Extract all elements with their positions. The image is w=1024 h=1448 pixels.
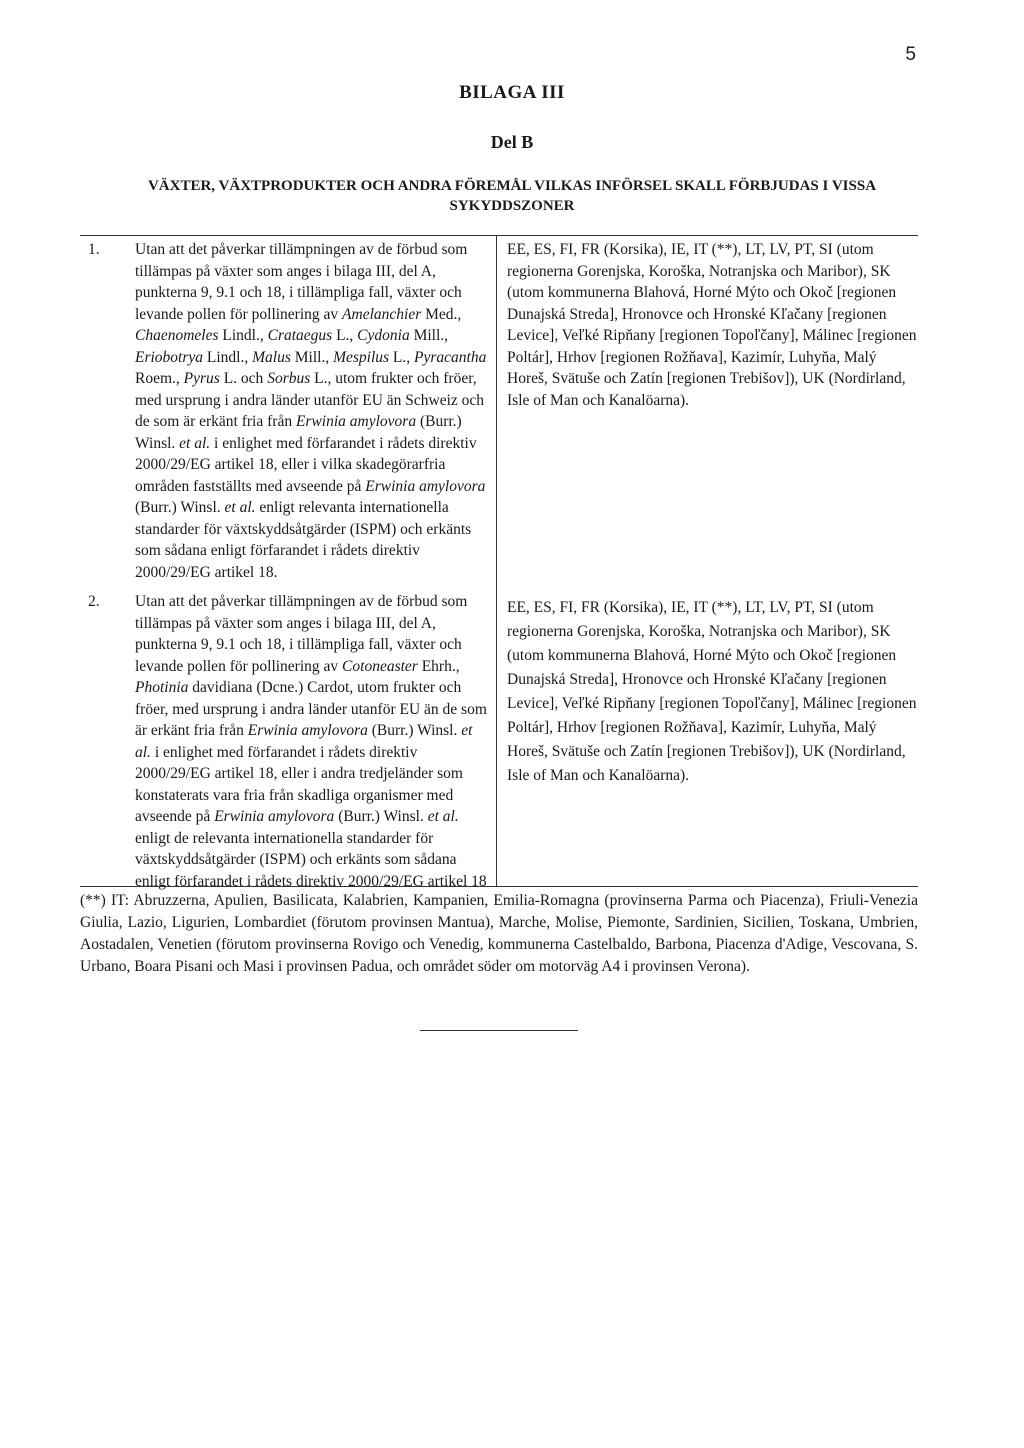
requirements-table	[80, 235, 918, 890]
page-number: 5	[905, 44, 916, 65]
requirement-text: Utan att det påverkar tillämpningen av de förbud som tillämpas på växter som anges i bilaga III, del A, punkterna 9, 9.1 och 18, i tillämpliga fall, växter och levande pollen för pollinering av Amelanchier Med., Chaenomeles Lindl., Crataegus L., Cydonia Mill., Eriobotrya Lindl., Malus Mill., Mespilus L., Pyracantha Roem., Pyrus L. och Sorbus L., utom frukter och fröer, med ursprung i andra länder utanför EU än Schweiz och de som är erkänt fria från Erwinia amylovora (Burr.) Winsl. et al. i enlighet med förfarandet i rådets direktiv 2000/29/EG artikel 18, eller i vilka skadegörarfria områden fastställts med avseende på Erwinia amylovora (Burr.) Winsl. et al. enligt relevanta internationella standarder för växtskyddsåtgärder (ISPM) och erkänts som sådana enligt förfarandet i rådets direktiv 2000/29/EG artikel 18.	[135, 241, 487, 581]
main-heading: VÄXTER, VÄXTPRODUKTER OCH ANDRA FÖREMÅL VILKAS INFÖRSEL SKALL FÖRBJUDAS I VISSA SYKYDDSZONER	[147, 178, 877, 214]
protected-zones-cell: EE, ES, FI, FR (Korsika), IE, IT (**), LT, LV, PT, SI (utom regionerna Gorenjska, Koroška, Notranjska och Maribor), SK (utom kommunerna Blahová, Horné Mýto och Okoč [regionen Dunajská Streda], Hronovce och Hronské Kľačany [regionen Levice], Veľké Ripňany [regionen Topoľčany], Málinec [regionen Poltár], Hrhov [regionen Rožňava], Kazimír, Luhyňa, Malý Horeš, Svätuše och Zatín [regionen Trebišov]), UK (Nordirland, Isle of Man och Kanalöarna).	[507, 599, 917, 784]
part-title: Del B	[490, 132, 534, 152]
annex-title: BILAGA III	[459, 82, 565, 103]
requirement-cell	[80, 236, 497, 588]
table-row	[80, 236, 918, 588]
row-number: 1.	[88, 241, 100, 258]
footnote: (**) IT: Abruzzerna, Apulien, Basilicata, Kalabrien, Kampanien, Emilia-Romagna (provinserna Parma och Piacenza), Friuli-Venezia Giulia, Lazio, Ligurien, Lombardiet (förutom provinsen Mantua), Marche, Molise, Piemonte, Sardinien, Sicilien, Toskana, Umbrien, Aostadalen, Venetien (förutom provinserna Rovigo och Venedig, kommunerna Castelbaldo, Barbona, Piacenza d'Adige, Vescovana, S. Urbano, Boara Pisani och Masi i provinsen Padua, och området söder om motorväg A4 i provinsen Verona).	[80, 886, 918, 978]
requirement-text: Utan att det påverkar tillämpningen av de förbud som tillämpas på växter som anges i bilaga III, del A, punkterna 9, 9.1 och 18, i tillämpliga fall, växter och levande pollen för pollinering av Cotoneaster Ehrh., Photinia davidiana (Dcne.) Cardot, utom frukter och fröer, med ursprung i andra länder utanför EU än de som är erkänt fria från Erwinia amylovora (Burr.) Winsl. et al. i enlighet med förfarandet i rådets direktiv 2000/29/EG artikel 18, eller i andra tredjeländer som konstaterats vara fria från skadliga organismer med avseende på Erwinia amylovora (Burr.) Winsl. et al. enligt de relevanta internationella standarder för växtskyddsåtgärder (ISPM) och erkänts som sådana enligt förfarandet i rådets direktiv 2000/29/EG artikel 18	[135, 593, 487, 890]
protected-zones-cell: EE, ES, FI, FR (Korsika), IE, IT (**), LT, LV, PT, SI (utom regionerna Gorenjska, Koroška, Notranjska och Maribor), SK (utom kommunerna Blahová, Horné Mýto och Okoč [regionen Dunajská Streda], Hronovce och Hronské Kľačany [regionen Levice], Veľké Ripňany [regionen Topoľčany], Málinec [regionen Poltár], Hrhov [regionen Rožňava], Kazimír, Luhyňa, Malý Horeš, Svätuše och Zatín [regionen Trebišov]), UK (Nordirland, Isle of Man och Kanalöarna).	[507, 241, 917, 409]
table-row	[80, 588, 918, 890]
row-number: 2.	[88, 593, 100, 610]
requirement-cell	[80, 588, 497, 890]
end-rule	[420, 1030, 578, 1031]
